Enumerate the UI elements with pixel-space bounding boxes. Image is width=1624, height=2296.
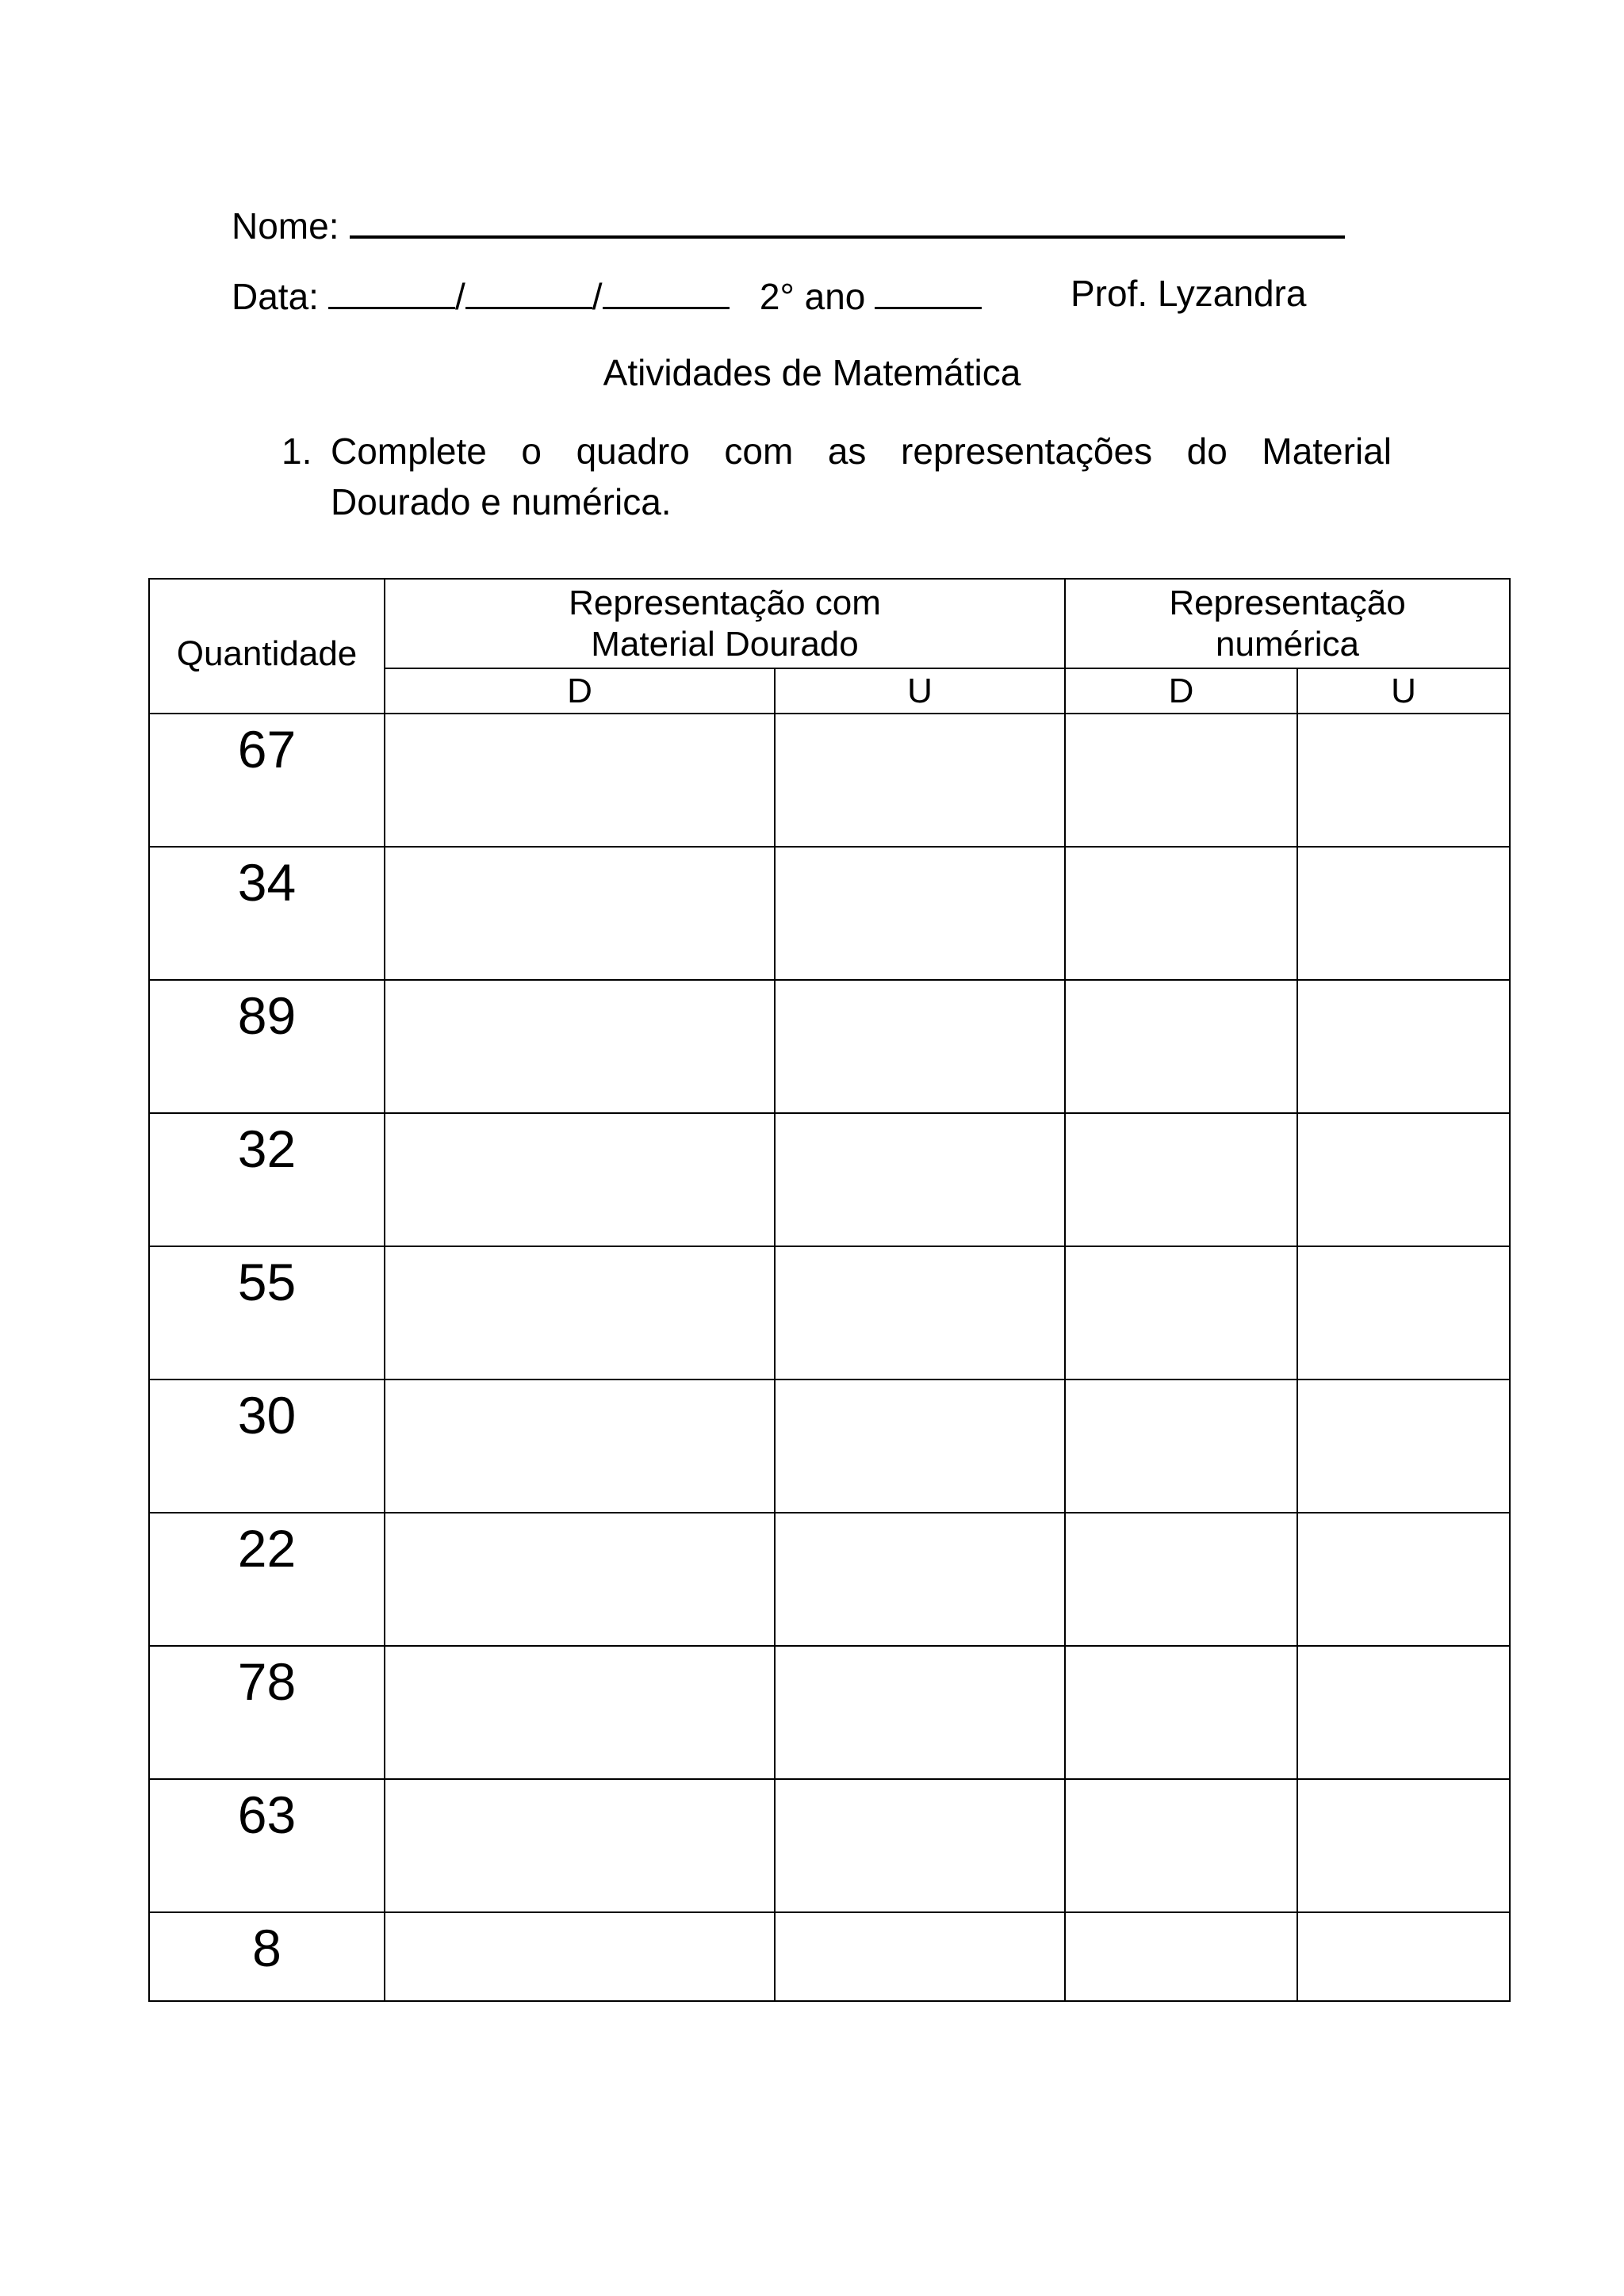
numeric-u-cell[interactable]	[1297, 1380, 1510, 1513]
instruction-line-1: Complete o quadro com as representações do Material	[331, 430, 1392, 472]
name-label: Nome:	[232, 205, 339, 247]
material-d-cell[interactable]	[385, 847, 775, 980]
quantity-cell: 67	[149, 714, 385, 847]
instruction	[282, 426, 1392, 527]
grade-class-blank[interactable]	[875, 272, 982, 309]
quantity-cell: 78	[149, 1646, 385, 1779]
table-row	[149, 1646, 1510, 1779]
quantity-cell: 63	[149, 1779, 385, 1912]
material-d-cell[interactable]	[385, 1646, 775, 1779]
date-label: Data:	[232, 276, 319, 317]
header-quantity: Quantidade	[149, 579, 385, 714]
material-u-cell[interactable]	[775, 1912, 1065, 2001]
header-material-line-1: Representação com	[569, 583, 881, 622]
header-numeric-line-1: Representação	[1169, 583, 1406, 622]
numeric-u-cell[interactable]	[1297, 714, 1510, 847]
numeric-d-cell[interactable]	[1065, 1912, 1297, 2001]
date-day-blank[interactable]	[328, 272, 455, 309]
table-row	[149, 1513, 1510, 1646]
grade-label: 2° ano	[759, 276, 866, 317]
teacher-name: Prof. Lyzandra	[1071, 273, 1307, 314]
worksheet-table	[148, 578, 1511, 2002]
date-year-blank[interactable]	[603, 272, 730, 309]
instruction-number: 1.	[282, 430, 312, 472]
table-row	[149, 1779, 1510, 1912]
material-u-cell[interactable]	[775, 980, 1065, 1113]
numeric-u-cell[interactable]	[1297, 1779, 1510, 1912]
header-material-line-2: Material Dourado	[591, 624, 859, 664]
table-header-row	[149, 579, 1510, 668]
numeric-d-cell[interactable]	[1065, 1246, 1297, 1380]
quantity-cell: 89	[149, 980, 385, 1113]
header-numeric-line-2: numérica	[1216, 624, 1359, 664]
material-d-cell[interactable]	[385, 1513, 775, 1646]
subheader-numeric-d: D	[1065, 668, 1297, 714]
material-d-cell[interactable]	[385, 1912, 775, 2001]
quantity-cell: 22	[149, 1513, 385, 1646]
date-separator: /	[454, 276, 465, 317]
quantity-cell: 34	[149, 847, 385, 980]
table-row	[149, 980, 1510, 1113]
numeric-u-cell[interactable]	[1297, 1912, 1510, 2001]
instruction-line-2: Dourado e numérica.	[331, 481, 672, 522]
numeric-u-cell[interactable]	[1297, 980, 1510, 1113]
material-d-cell[interactable]	[385, 1380, 775, 1513]
material-u-cell[interactable]	[775, 1113, 1065, 1246]
table-row	[149, 1912, 1510, 2001]
table-row	[149, 1246, 1510, 1380]
numeric-u-cell[interactable]	[1297, 1246, 1510, 1380]
name-line	[232, 194, 1345, 247]
table-row	[149, 1113, 1510, 1246]
numeric-d-cell[interactable]	[1065, 1646, 1297, 1779]
subheader-material-u: U	[775, 668, 1065, 714]
material-d-cell[interactable]	[385, 980, 775, 1113]
numeric-u-cell[interactable]	[1297, 847, 1510, 980]
quantity-cell: 55	[149, 1246, 385, 1380]
numeric-d-cell[interactable]	[1065, 847, 1297, 980]
numeric-u-cell[interactable]	[1297, 1646, 1510, 1779]
page-title	[0, 351, 1624, 394]
header-material	[385, 579, 1065, 668]
instruction-text	[331, 426, 1392, 527]
table-row	[149, 847, 1510, 980]
quantity-cell: 8	[149, 1912, 385, 2001]
table-row	[149, 714, 1510, 847]
material-u-cell[interactable]	[775, 1646, 1065, 1779]
material-u-cell[interactable]	[775, 1246, 1065, 1380]
numeric-d-cell[interactable]	[1065, 1380, 1297, 1513]
material-d-cell[interactable]	[385, 714, 775, 847]
table-body	[149, 714, 1510, 2001]
material-d-cell[interactable]	[385, 1779, 775, 1912]
date-line	[232, 272, 982, 318]
date-separator: /	[592, 276, 603, 317]
material-d-cell[interactable]	[385, 1113, 775, 1246]
material-u-cell[interactable]	[775, 847, 1065, 980]
numeric-u-cell[interactable]	[1297, 1513, 1510, 1646]
quantity-cell: 30	[149, 1380, 385, 1513]
date-month-blank[interactable]	[465, 272, 592, 309]
quantity-cell: 32	[149, 1113, 385, 1246]
material-u-cell[interactable]	[775, 1513, 1065, 1646]
numeric-d-cell[interactable]	[1065, 980, 1297, 1113]
numeric-d-cell[interactable]	[1065, 1513, 1297, 1646]
page-title-text: Atividades de Matemática	[603, 352, 1021, 393]
material-u-cell[interactable]	[775, 1380, 1065, 1513]
material-u-cell[interactable]	[775, 1779, 1065, 1912]
numeric-d-cell[interactable]	[1065, 1779, 1297, 1912]
header-numeric	[1065, 579, 1510, 668]
table-row	[149, 1380, 1510, 1513]
numeric-d-cell[interactable]	[1065, 1113, 1297, 1246]
name-blank[interactable]	[350, 194, 1345, 239]
subheader-numeric-u: U	[1297, 668, 1510, 714]
material-u-cell[interactable]	[775, 714, 1065, 847]
numeric-u-cell[interactable]	[1297, 1113, 1510, 1246]
material-d-cell[interactable]	[385, 1246, 775, 1380]
numeric-d-cell[interactable]	[1065, 714, 1297, 847]
subheader-material-d: D	[385, 668, 775, 714]
